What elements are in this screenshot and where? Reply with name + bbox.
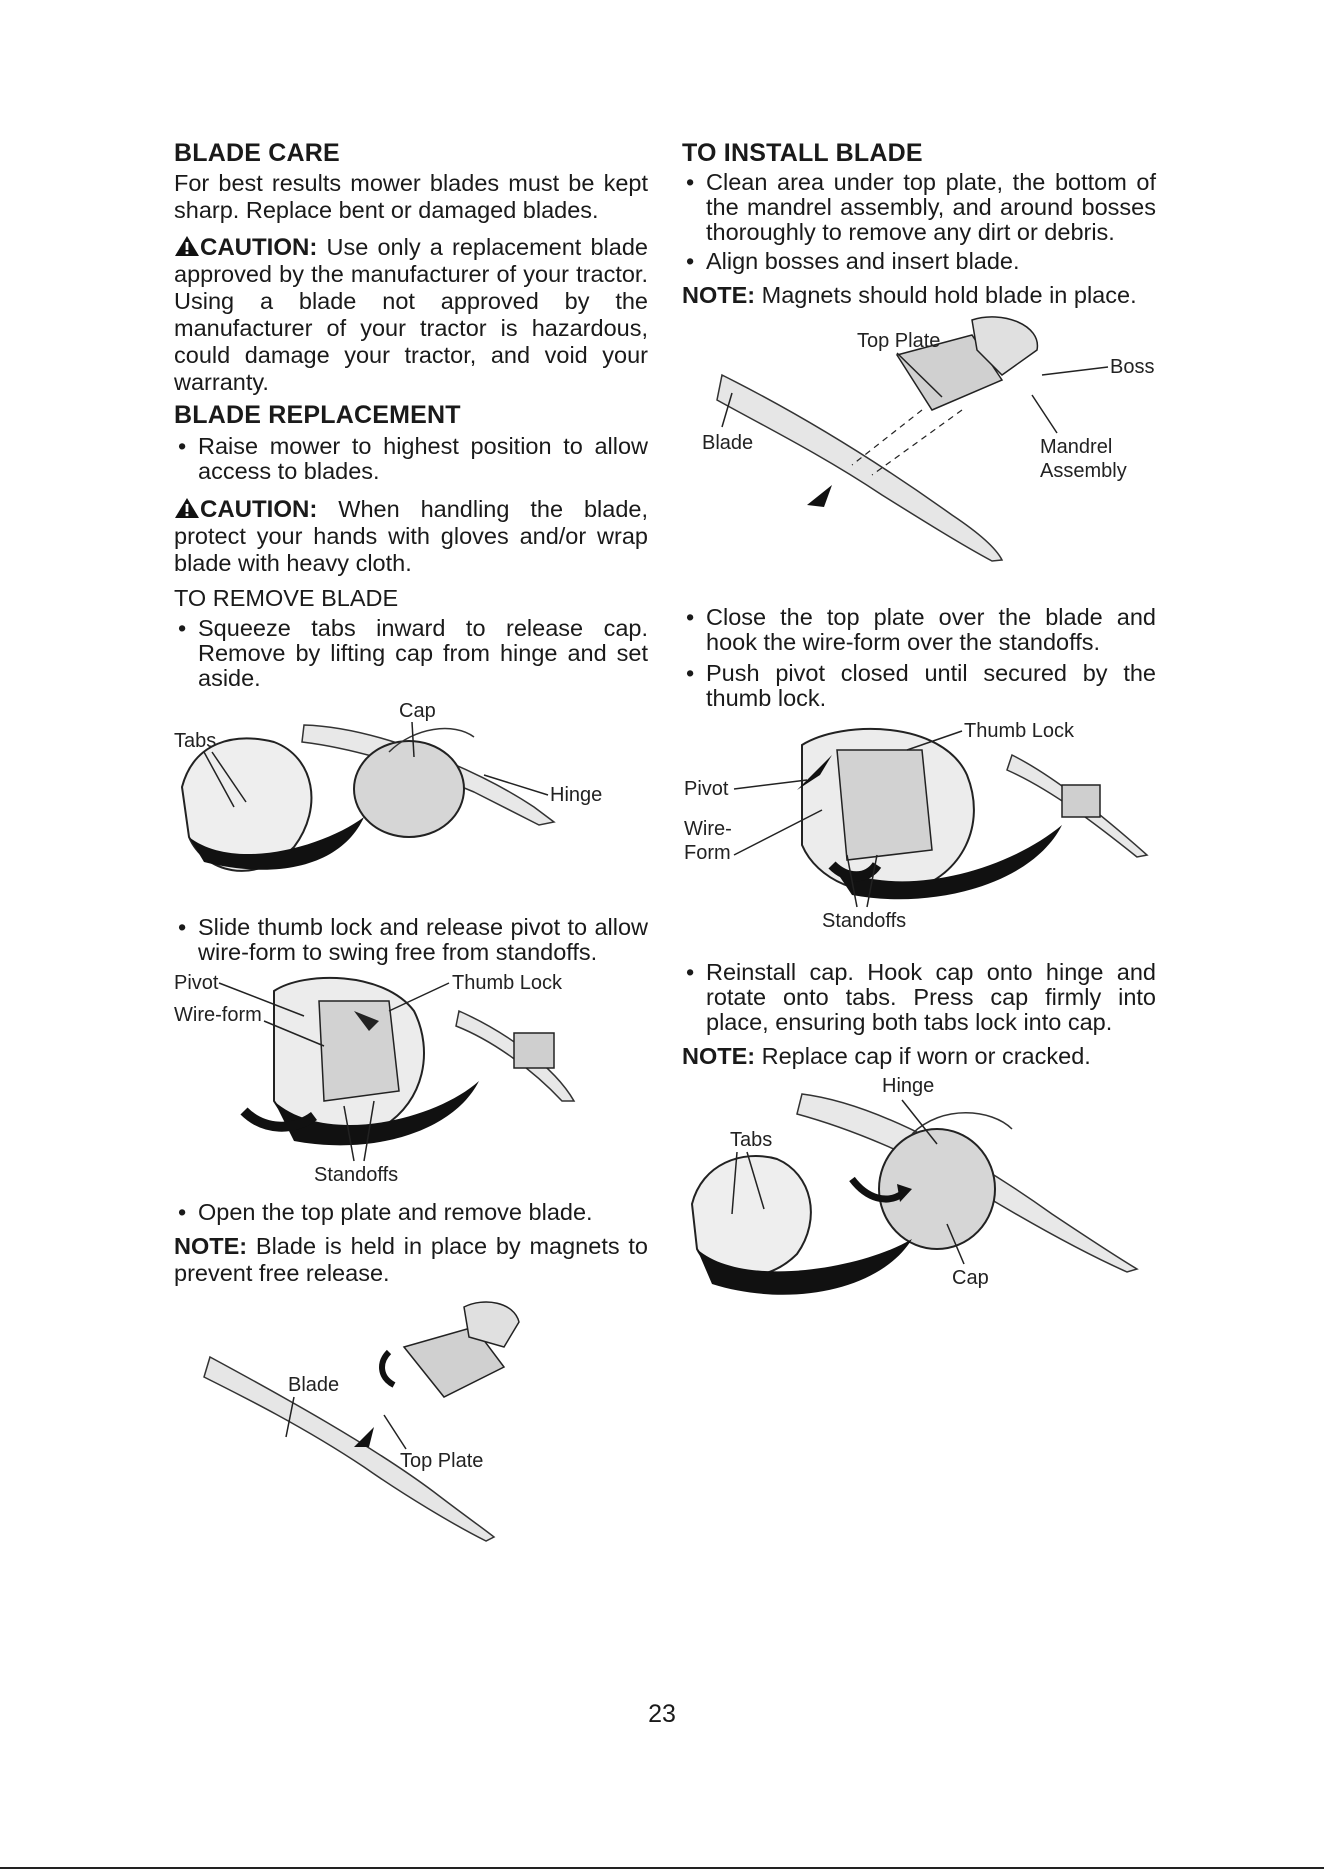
list-item: • Close the top plate over the blade and hook the wire-form over the standoffs. [686, 604, 1156, 655]
boss-label: Boss [1110, 356, 1155, 378]
top-plate-label: Top Plate [400, 1450, 484, 1472]
right-column [682, 138, 1156, 1319]
release-pivot-illustration [174, 971, 648, 1186]
note-paragraph [682, 1043, 1156, 1070]
top-plate-label: Top Plate [857, 330, 941, 352]
install-blade-illustration [682, 315, 1156, 595]
page-number: 23 [648, 1700, 676, 1728]
cap-label: Cap [399, 700, 436, 722]
standoffs-label: Standoffs [314, 1164, 399, 1186]
thumb-lock-label: Thumb Lock [452, 972, 563, 994]
caution-text: When handling the blade, protect your hands with gloves and/or wrap blade with heavy cloth. [174, 496, 648, 576]
hinge-label: Hinge [550, 784, 603, 806]
assembly-label: Assembly [1040, 460, 1127, 482]
list-item: • Open the top plate and remove blade. [178, 1199, 593, 1225]
pivot-label: Pivot [684, 778, 729, 800]
tabs-label: Tabs [174, 730, 217, 752]
list-item: • Push pivot closed until secured by the thumb lock. [686, 660, 1156, 711]
warning-icon [174, 235, 200, 257]
caution-label: CAUTION: [200, 496, 318, 523]
list-item: • Squeeze tabs inward to release cap. Remove by lifting cap from hinge and set aside. [178, 615, 648, 691]
cap-label: Cap [952, 1267, 989, 1289]
note-paragraph [174, 1233, 648, 1287]
note-label: NOTE: [174, 1233, 248, 1259]
note-text: Replace cap if worn or cracked. [755, 1043, 1091, 1069]
left-column [174, 138, 648, 1557]
caution-label: CAUTION: [200, 234, 318, 261]
list-item: • Reinstall cap. Hook cap onto hinge and rotate onto tabs. Press cap firmly into place, ensuring both tabs lock into cap. [686, 959, 1156, 1035]
blade-label: Blade [288, 1374, 340, 1396]
note-label: NOTE: [682, 282, 756, 308]
note-text: Magnets should hold blade in place. [755, 282, 1137, 308]
caution-paragraph-1 [174, 234, 648, 396]
list-item: • Raise mower to highest position to allow access to blades. [178, 433, 648, 484]
hinge-label: Hinge [882, 1075, 935, 1097]
bottom-rule [0, 1867, 1324, 1869]
install-blade-heading: TO INSTALL BLADE [682, 139, 923, 167]
list-item: • Align bosses and insert blade. [686, 248, 1020, 274]
warning-icon [174, 497, 200, 519]
blade-care-heading: BLADE CARE [174, 139, 340, 167]
secure-pivot-illustration [682, 715, 1156, 940]
tabs-label: Tabs [730, 1129, 773, 1151]
wire-label: Wire- [684, 818, 732, 840]
form-label: Form [684, 842, 731, 864]
remove-blade-heading: TO REMOVE BLADE [174, 585, 399, 611]
mandrel-label: Mandrel [1040, 436, 1113, 458]
remove-blade-illustration [174, 1297, 648, 1557]
thumb-lock-label: Thumb Lock [964, 720, 1075, 742]
note-text: Blade is held in place by magnets to prevent free release. [174, 1233, 648, 1286]
reinstall-cap-illustration [682, 1074, 1156, 1319]
caution-paragraph-2 [174, 496, 648, 577]
blade-care-text: For best results mower blades must be kept sharp. Replace bent or damaged blades. [174, 170, 648, 223]
note-label: NOTE: [682, 1043, 756, 1069]
standoffs-label: Standoffs [822, 910, 907, 932]
list-item: • Slide thumb lock and release pivot to allow wire-form to swing free from standoffs. [178, 914, 648, 965]
note-paragraph [682, 282, 1156, 309]
list-item: • Clean area under top plate, the bottom of the mandrel assembly, and around bosses thoroughly to remove any dirt or debris. [686, 169, 1156, 245]
blade-label: Blade [702, 432, 754, 454]
wire-form-label: Wire-form [174, 1004, 262, 1026]
caution-text: Use only a replacement blade approved by the manufacturer of your tractor. Using a blade not approved by the manufacturer of your tractor is hazardous, could damage your tractor, and void your warranty. [174, 234, 648, 395]
blade-replacement-heading: BLADE REPLACEMENT [174, 401, 461, 429]
pivot-label: Pivot [174, 972, 219, 994]
cap-removal-illustration [174, 697, 648, 907]
